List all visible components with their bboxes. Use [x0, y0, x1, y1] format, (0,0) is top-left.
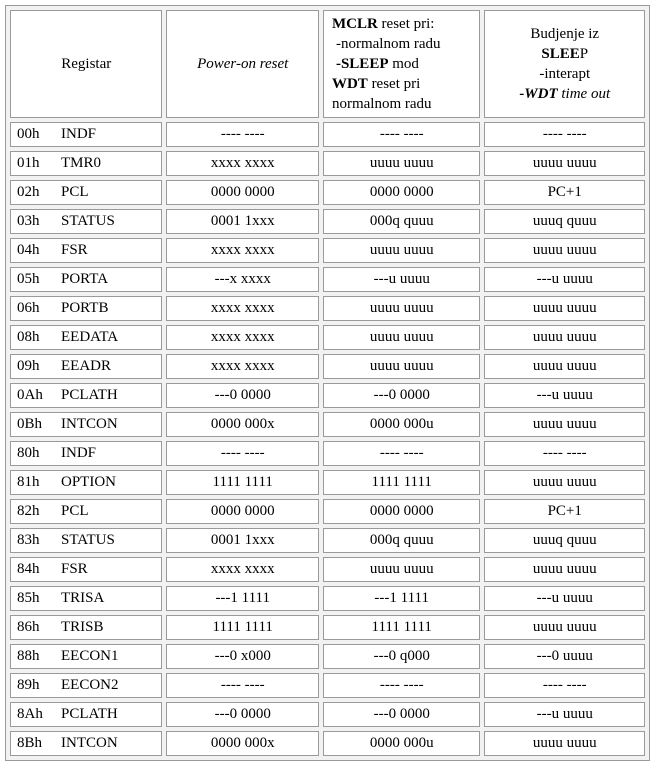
- register-name: EEDATA: [61, 329, 119, 345]
- header-register: [10, 10, 162, 118]
- mclr-reset-value: ---0 0000: [323, 702, 481, 727]
- register-name: TRISB: [61, 619, 104, 635]
- mclr-reset-value: uuuu uuuu: [323, 238, 481, 263]
- table-row: [10, 354, 645, 379]
- table-body: [10, 122, 645, 756]
- wake-from-sleep-value: ---u uuuu: [484, 586, 645, 611]
- power-on-reset-value: ---x xxxx: [166, 267, 318, 292]
- wake-from-sleep-value: uuuu uuuu: [484, 731, 645, 756]
- register-cell: [10, 180, 162, 205]
- power-on-reset-value: ---0 x000: [166, 644, 318, 669]
- table-row: [10, 702, 645, 727]
- register-name: EEADR: [61, 358, 111, 374]
- register-name: EECON2: [61, 677, 119, 693]
- register-name: PORTA: [61, 271, 109, 287]
- wake-from-sleep-value: PC+1: [484, 180, 645, 205]
- table-row: [10, 586, 645, 611]
- register-address: 05h: [17, 271, 40, 287]
- header-wake-line1: Budjenje iz: [530, 26, 600, 42]
- power-on-reset-value: xxxx xxxx: [166, 151, 318, 176]
- register-name: PCLATH: [61, 387, 118, 403]
- register-name: PCL: [61, 184, 89, 200]
- register-cell: [10, 702, 162, 727]
- power-on-reset-value: ---0 0000: [166, 702, 318, 727]
- mclr-reset-value: 0000 0000: [323, 180, 481, 205]
- header-wake-from-sleep: [484, 10, 645, 118]
- register-cell: [10, 673, 162, 698]
- header-wake-line4: [485, 84, 644, 104]
- table-row: [10, 441, 645, 466]
- mclr-reset-value: 1111 1111: [323, 615, 481, 640]
- header-mclr-line5: normalnom radu: [331, 96, 432, 112]
- wake-from-sleep-value: ---u uuuu: [484, 267, 645, 292]
- register-address: 85h: [17, 590, 40, 606]
- register-cell: [10, 151, 162, 176]
- header-register-label: Registar: [61, 56, 112, 72]
- register-cell: [10, 441, 162, 466]
- table-row: [10, 267, 645, 292]
- header-sleep-bold: -SLEEP: [335, 56, 389, 72]
- table-row: [10, 412, 645, 437]
- wake-from-sleep-value: uuuq quuu: [484, 209, 645, 234]
- header-wake-line2: [485, 44, 644, 64]
- register-address: 8Bh: [17, 735, 43, 751]
- mclr-reset-value: uuuu uuuu: [323, 325, 481, 350]
- mclr-reset-value: uuuu uuuu: [323, 296, 481, 321]
- table-row: [10, 325, 645, 350]
- register-name: INTCON: [61, 735, 118, 751]
- register-cell: [10, 412, 162, 437]
- header-sleep-rest: mod: [388, 56, 419, 72]
- power-on-reset-value: 1111 1111: [166, 470, 318, 495]
- table-row: [10, 296, 645, 321]
- header-wake-timeout: time out: [557, 86, 611, 102]
- register-name: FSR: [61, 242, 88, 258]
- table-row: [10, 151, 645, 176]
- mclr-reset-value: 0000 000u: [323, 731, 481, 756]
- wake-from-sleep-value: uuuq quuu: [484, 528, 645, 553]
- table-row: [10, 731, 645, 756]
- wake-from-sleep-value: ---- ----: [484, 441, 645, 466]
- register-address: 0Ah: [17, 387, 43, 403]
- header-wdt-bold: WDT: [331, 76, 368, 92]
- register-name: OPTION: [61, 474, 116, 490]
- register-address: 80h: [17, 445, 40, 461]
- header-power-on-label: Power-on reset: [197, 56, 289, 72]
- wake-from-sleep-value: uuuu uuuu: [484, 238, 645, 263]
- power-on-reset-value: xxxx xxxx: [166, 325, 318, 350]
- wake-from-sleep-value: uuuu uuuu: [484, 325, 645, 350]
- wake-from-sleep-value: PC+1: [484, 499, 645, 524]
- power-on-reset-value: 1111 1111: [166, 615, 318, 640]
- register-name: STATUS: [61, 213, 115, 229]
- register-address: 88h: [17, 648, 40, 664]
- register-cell: [10, 528, 162, 553]
- register-cell: [10, 354, 162, 379]
- register-address: 8Ah: [17, 706, 43, 722]
- register-cell: [10, 296, 162, 321]
- power-on-reset-value: ---1 1111: [166, 586, 318, 611]
- power-on-reset-value: 0001 1xxx: [166, 209, 318, 234]
- table-row: [10, 644, 645, 669]
- register-cell: [10, 644, 162, 669]
- header-mclr-line1: [332, 16, 434, 32]
- power-on-reset-value: ---- ----: [166, 122, 318, 147]
- register-address: 04h: [17, 242, 40, 258]
- mclr-reset-value: ---- ----: [323, 441, 481, 466]
- mclr-reset-value: uuuu uuuu: [323, 557, 481, 582]
- power-on-reset-value: 0001 1xxx: [166, 528, 318, 553]
- register-address: 06h: [17, 300, 40, 316]
- power-on-reset-value: ---0 0000: [166, 383, 318, 408]
- wake-from-sleep-value: ---u uuuu: [484, 383, 645, 408]
- mclr-reset-value: ---0 0000: [323, 383, 481, 408]
- wake-from-sleep-value: uuuu uuuu: [484, 470, 645, 495]
- register-name: STATUS: [61, 532, 115, 548]
- register-cell: [10, 731, 162, 756]
- register-address: 02h: [17, 184, 40, 200]
- register-name: TRISA: [61, 590, 105, 606]
- table-row: [10, 209, 645, 234]
- register-name: INDF: [61, 126, 97, 142]
- header-mclr-line2: -normalnom radu: [335, 36, 441, 52]
- wake-from-sleep-value: uuuu uuuu: [484, 615, 645, 640]
- power-on-reset-value: xxxx xxxx: [166, 296, 318, 321]
- register-address: 08h: [17, 329, 40, 345]
- register-address: 84h: [17, 561, 40, 577]
- mclr-reset-value: 0000 0000: [323, 499, 481, 524]
- table-row: [10, 615, 645, 640]
- wake-from-sleep-value: ---- ----: [484, 673, 645, 698]
- register-cell: [10, 470, 162, 495]
- register-cell: [10, 557, 162, 582]
- wake-from-sleep-value: uuuu uuuu: [484, 296, 645, 321]
- mclr-reset-value: 000q quuu: [323, 209, 481, 234]
- register-address: 81h: [17, 474, 40, 490]
- register-name: PCL: [61, 503, 89, 519]
- mclr-reset-value: ---- ----: [323, 673, 481, 698]
- register-name: INDF: [61, 445, 97, 461]
- table-row: [10, 673, 645, 698]
- register-cell: [10, 238, 162, 263]
- table-row: [10, 499, 645, 524]
- table-row: [10, 238, 645, 263]
- header-row: [10, 10, 645, 118]
- register-address: 00h: [17, 126, 40, 142]
- register-name: TMR0: [61, 155, 102, 171]
- register-name: PORTB: [61, 300, 109, 316]
- register-cell: [10, 267, 162, 292]
- register-address: 82h: [17, 503, 40, 519]
- wake-from-sleep-value: uuuu uuuu: [484, 354, 645, 379]
- register-cell: [10, 383, 162, 408]
- register-name: EECON1: [61, 648, 119, 664]
- register-reset-table: [5, 5, 650, 761]
- mclr-reset-value: uuuu uuuu: [323, 354, 481, 379]
- mclr-reset-value: ---0 q000: [323, 644, 481, 669]
- table-row: [10, 557, 645, 582]
- mclr-reset-value: uuuu uuuu: [323, 151, 481, 176]
- wake-from-sleep-value: ---0 uuuu: [484, 644, 645, 669]
- mclr-reset-value: 1111 1111: [323, 470, 481, 495]
- header-wdt-rest: reset pri: [367, 76, 421, 92]
- register-cell: [10, 325, 162, 350]
- header-mclr-bold: MCLR: [331, 16, 378, 32]
- power-on-reset-value: xxxx xxxx: [166, 238, 318, 263]
- table-row: [10, 180, 645, 205]
- power-on-reset-value: ---- ----: [166, 441, 318, 466]
- register-address: 86h: [17, 619, 40, 635]
- register-cell: [10, 209, 162, 234]
- table-row: [10, 470, 645, 495]
- register-name: FSR: [61, 561, 88, 577]
- header-wake-wdt-bold: -WDT: [519, 86, 558, 102]
- wake-from-sleep-value: uuuu uuuu: [484, 557, 645, 582]
- header-wake-sleep-rest: P: [579, 46, 589, 62]
- register-address: 09h: [17, 358, 40, 374]
- power-on-reset-value: xxxx xxxx: [166, 354, 318, 379]
- power-on-reset-value: 0000 0000: [166, 180, 318, 205]
- wake-from-sleep-value: uuuu uuuu: [484, 151, 645, 176]
- register-cell: [10, 586, 162, 611]
- table-row: [10, 122, 645, 147]
- header-wake-line3: -interapt: [539, 66, 591, 82]
- register-address: 83h: [17, 532, 40, 548]
- power-on-reset-value: 0000 000x: [166, 412, 318, 437]
- power-on-reset-value: 0000 000x: [166, 731, 318, 756]
- mclr-reset-value: 0000 000u: [323, 412, 481, 437]
- header-wake-sleep-bold: SLEE: [541, 46, 580, 62]
- register-address: 89h: [17, 677, 40, 693]
- mclr-reset-value: ---1 1111: [323, 586, 481, 611]
- power-on-reset-value: xxxx xxxx: [166, 557, 318, 582]
- register-cell: [10, 615, 162, 640]
- header-mclr-rest: reset pri:: [377, 16, 435, 32]
- header-mclr-reset: [323, 10, 481, 118]
- wake-from-sleep-value: ---- ----: [484, 122, 645, 147]
- register-cell: [10, 499, 162, 524]
- table-row: [10, 528, 645, 553]
- header-mclr-line3: [332, 54, 480, 74]
- power-on-reset-value: ---- ----: [166, 673, 318, 698]
- mclr-reset-value: 000q quuu: [323, 528, 481, 553]
- register-name: PCLATH: [61, 706, 118, 722]
- mclr-reset-value: ---u uuuu: [323, 267, 481, 292]
- mclr-reset-value: ---- ----: [323, 122, 481, 147]
- header-mclr-line4: [332, 74, 480, 94]
- register-address: 01h: [17, 155, 40, 171]
- power-on-reset-value: 0000 0000: [166, 499, 318, 524]
- wake-from-sleep-value: ---u uuuu: [484, 702, 645, 727]
- register-cell: [10, 122, 162, 147]
- register-address: 03h: [17, 213, 40, 229]
- header-power-on-reset: [166, 10, 318, 118]
- wake-from-sleep-value: uuuu uuuu: [484, 412, 645, 437]
- table-row: [10, 383, 645, 408]
- register-name: INTCON: [61, 416, 118, 432]
- register-address: 0Bh: [17, 416, 43, 432]
